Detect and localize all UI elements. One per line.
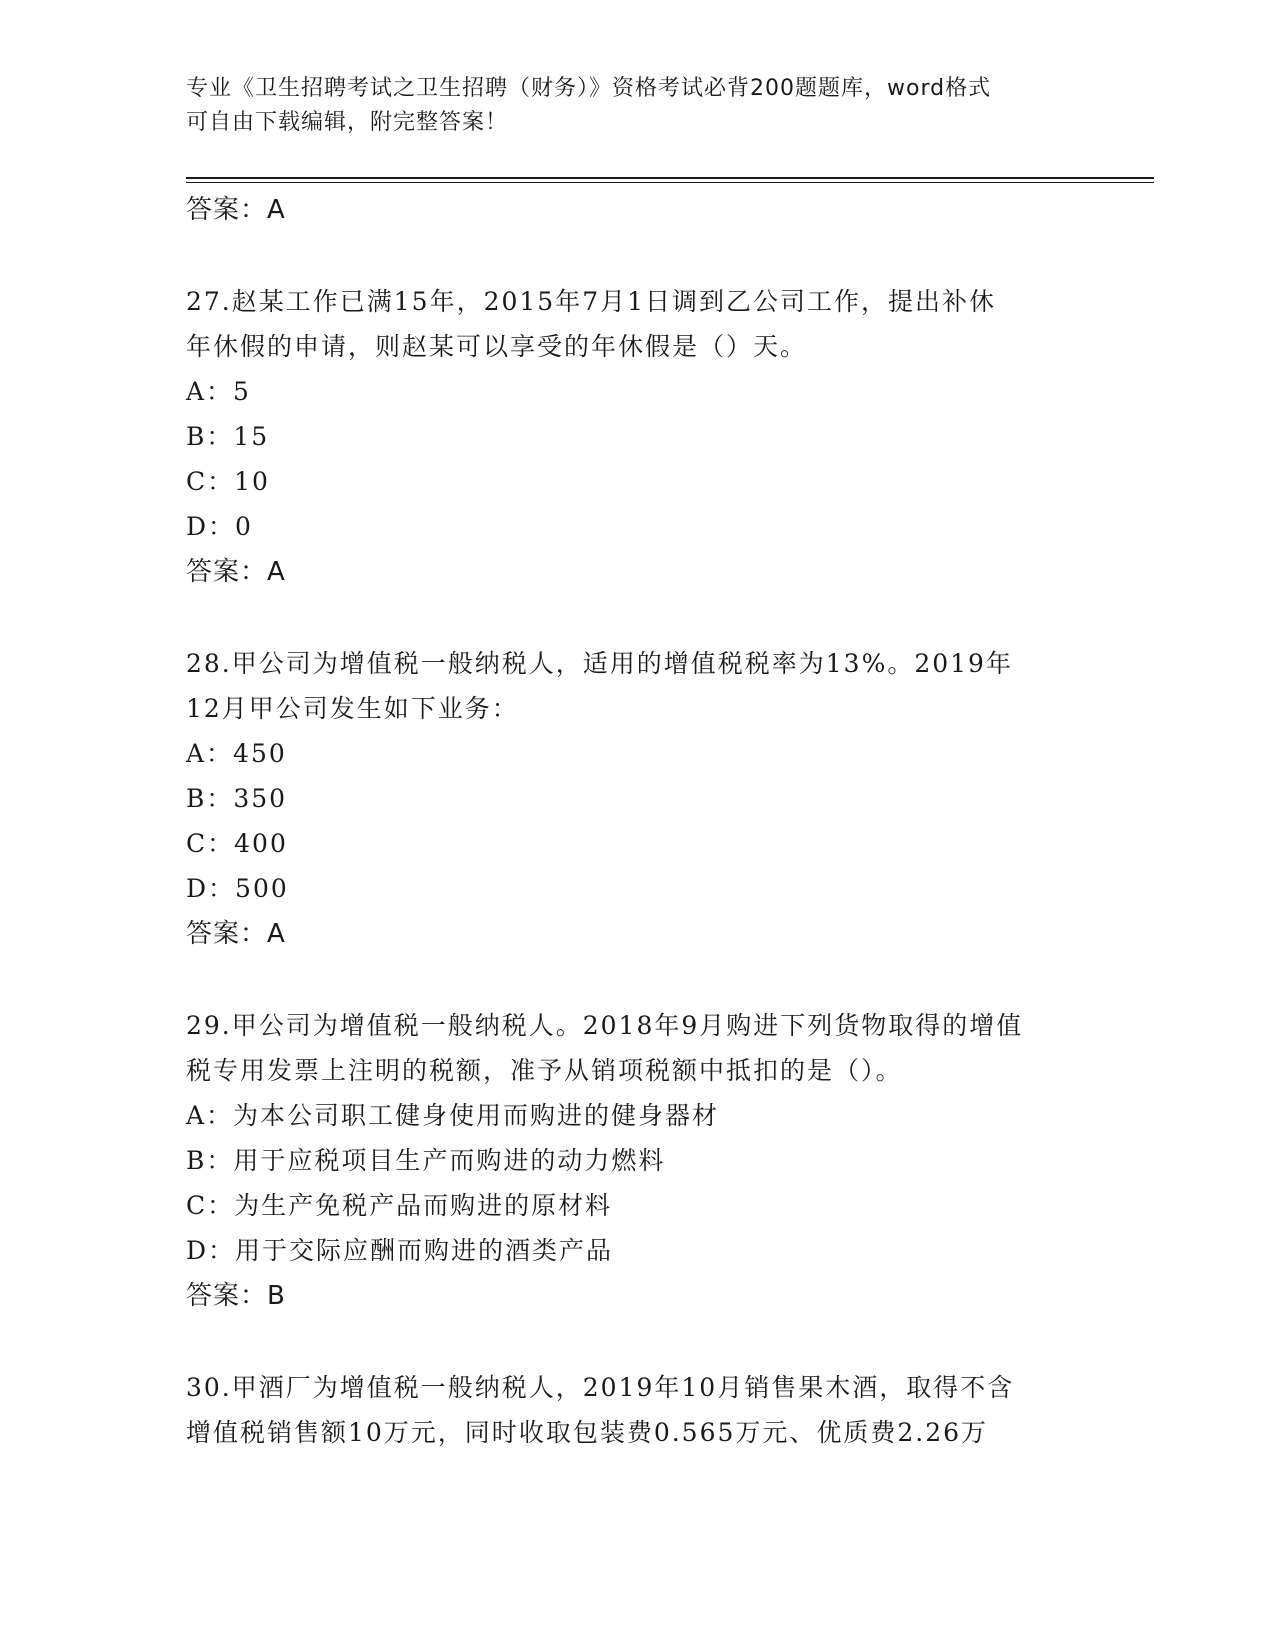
answer-line: 答案：B (186, 1281, 286, 1311)
question-27 (186, 279, 1086, 595)
question-list (186, 187, 1086, 1455)
question-stem-line: 税专用发票上注明的税额，准予从销项税额中抵扣的是（）。 (186, 1056, 903, 1085)
option-c: C：10 (186, 467, 270, 496)
question-stem-line: 29.甲公司为增值税一般纳税人。2018年9月购进下列货物取得的增值 (186, 1011, 1024, 1040)
header-divider-thick (186, 177, 1154, 179)
answer-line: 答案：A (186, 195, 286, 225)
header-line-2: 可自由下载编辑，附完整答案！ (186, 110, 509, 135)
option-a: A：为本公司职工健身使用而购进的健身器材 (186, 1101, 720, 1130)
option-c: C：400 (186, 829, 288, 858)
option-d: D：0 (186, 512, 253, 541)
question-28 (186, 641, 1086, 957)
option-d: D：用于交际应酬而购进的酒类产品 (186, 1236, 614, 1265)
answer-line: 答案：A (186, 919, 286, 949)
option-b: B：用于应税项目生产而购进的动力燃料 (186, 1146, 666, 1175)
question-stem (186, 1365, 1086, 1455)
question-stem (186, 641, 1086, 731)
option-a: A：5 (186, 377, 251, 406)
option-b: B：350 (186, 784, 288, 813)
question-stem (186, 1003, 1086, 1093)
question-stem-line: 28.甲公司为增值税一般纳税人，适用的增值税税率为13%。2019年 (186, 649, 1013, 678)
question-stem-line: 27.赵某工作已满15年，2015年7月1日调到乙公司工作，提出补休 (186, 287, 997, 316)
option-d: D：500 (186, 874, 289, 903)
option-a: A：450 (186, 739, 287, 768)
option-c: C：为生产免税产品而购进的原材料 (186, 1191, 613, 1220)
answer-line: 答案：A (186, 557, 286, 587)
header-divider-thin (186, 182, 1154, 183)
question-stem-line: 12月甲公司发生如下业务： (186, 694, 519, 723)
document-header (186, 72, 1086, 140)
question-30 (186, 1365, 1086, 1455)
option-b: B：15 (186, 422, 270, 451)
question-stem-line: 年休假的申请，则赵某可以享受的年休假是（）天。 (186, 332, 808, 361)
question-29 (186, 1003, 1086, 1319)
header-line-1: 专业《卫生招聘考试之卫生招聘（财务）》资格考试必背200题题库，word格式 (186, 76, 992, 101)
question-stem-line: 增值税销售额10万元，同时收取包装费0.565万元、优质费2.26万 (186, 1418, 989, 1447)
question-stem (186, 279, 1086, 369)
question-stem-line: 30.甲酒厂为增值税一般纳税人，2019年10月销售果木酒，取得不含 (186, 1373, 1015, 1402)
